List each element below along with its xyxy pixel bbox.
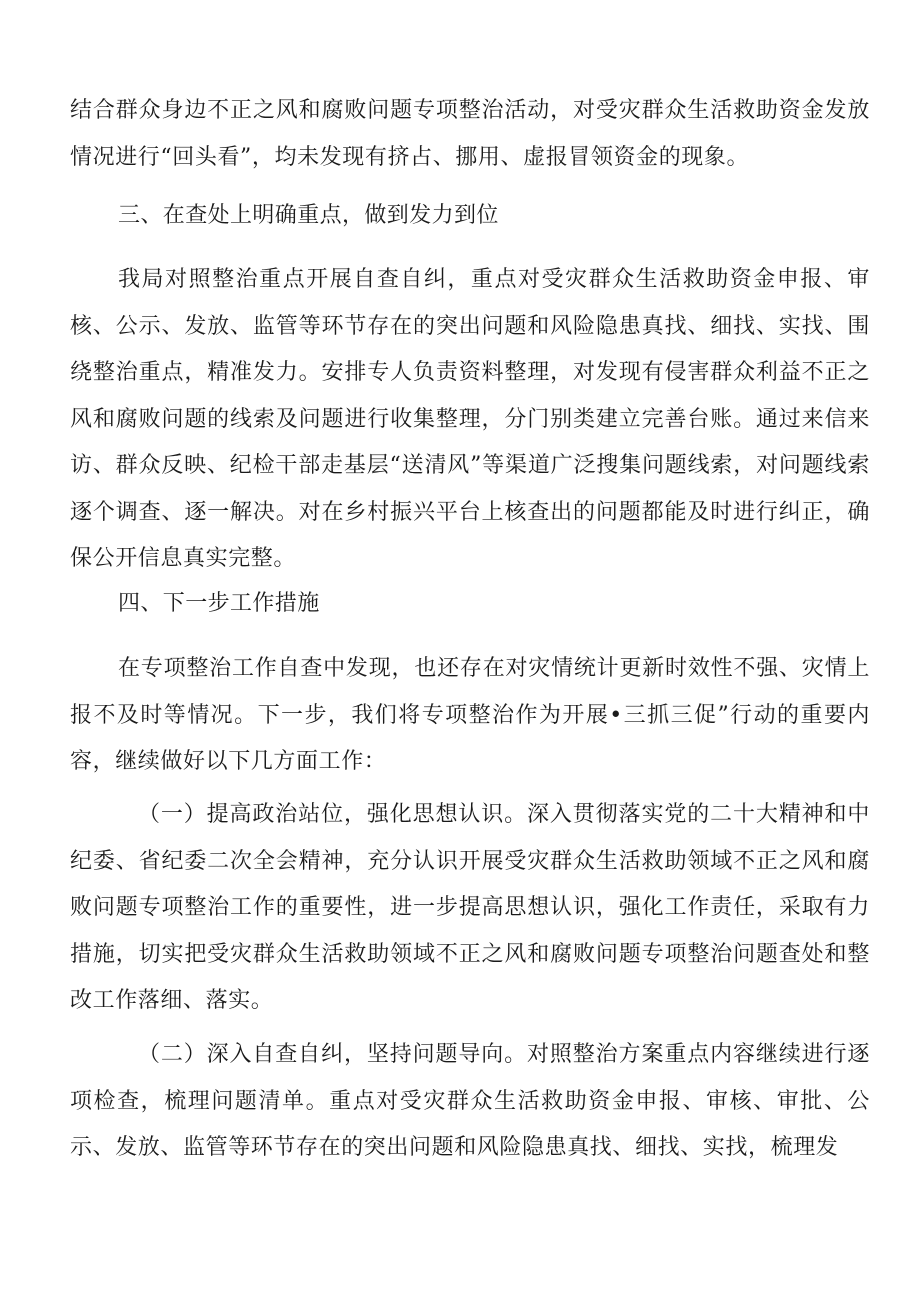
- section-heading-three: 三、在查处上明确重点，做到发力到位: [118, 203, 499, 228]
- paragraph-continuation: 结合群众身边不正之风和腐败问题专项整治活动，对受灾群众生活救助资金发放情况进行“回头看”，均未发现有挤占、挪用、虚报冒领资金的现象。: [70, 98, 870, 170]
- section-heading-four: 四、下一步工作措施: [118, 591, 320, 616]
- section-four-intro: 在专项整治工作自查中发现，也还存在对灾情统计更新时效性不强、灾情上报不及时等情况。下一步，我们将专项整治作为开展•三抓三促”行动的重要内容，继续做好以下几方面工作：: [70, 656, 870, 774]
- measure-item-1: （一）提高政治站位，强化思想认识。深入贯彻落实党的二十大精神和中纪委、省纪委二次全会精神，充分认识开展受灾群众生活救助领域不正之风和腐败问题专项整治工作的重要性，进一步提高思想认识，强化工作责任，采取有力措施，切实把受灾群众生活救助领域不正之风和腐败问题专项整治问题查处和整改工作落细、落实。: [70, 802, 870, 1013]
- measure-item-2: （二）深入自查自纠，坚持问题导向。对照整治方案重点内容继续进行逐项检查，梳理问题清单。重点对受灾群众生活救助资金申报、审核、审批、公示、发放、监管等环节存在的突出问题和风险隐患真找、细找、实找，梳理发: [70, 1042, 870, 1160]
- section-three-paragraph: 我局对照整治重点开展自查自纠，重点对受灾群众生活救助资金申报、审核、公示、发放、监管等环节存在的突出问题和风险隐患真找、细找、实找、围绕整治重点，精准发力。安排专人负责资料整理，对发现有侵害群众利益不正之风和腐败问题的线索及问题进行收集整理，分门别类建立完善台账。通过来信来访、群众反映、纪检干部走基层“送清风”等渠道广泛搜集问题线索，对问题线索逐个调查、逐一解决。对在乡村振兴平台上核查出的问题都能及时进行纠正，确保公开信息真实完整。: [70, 267, 870, 571]
